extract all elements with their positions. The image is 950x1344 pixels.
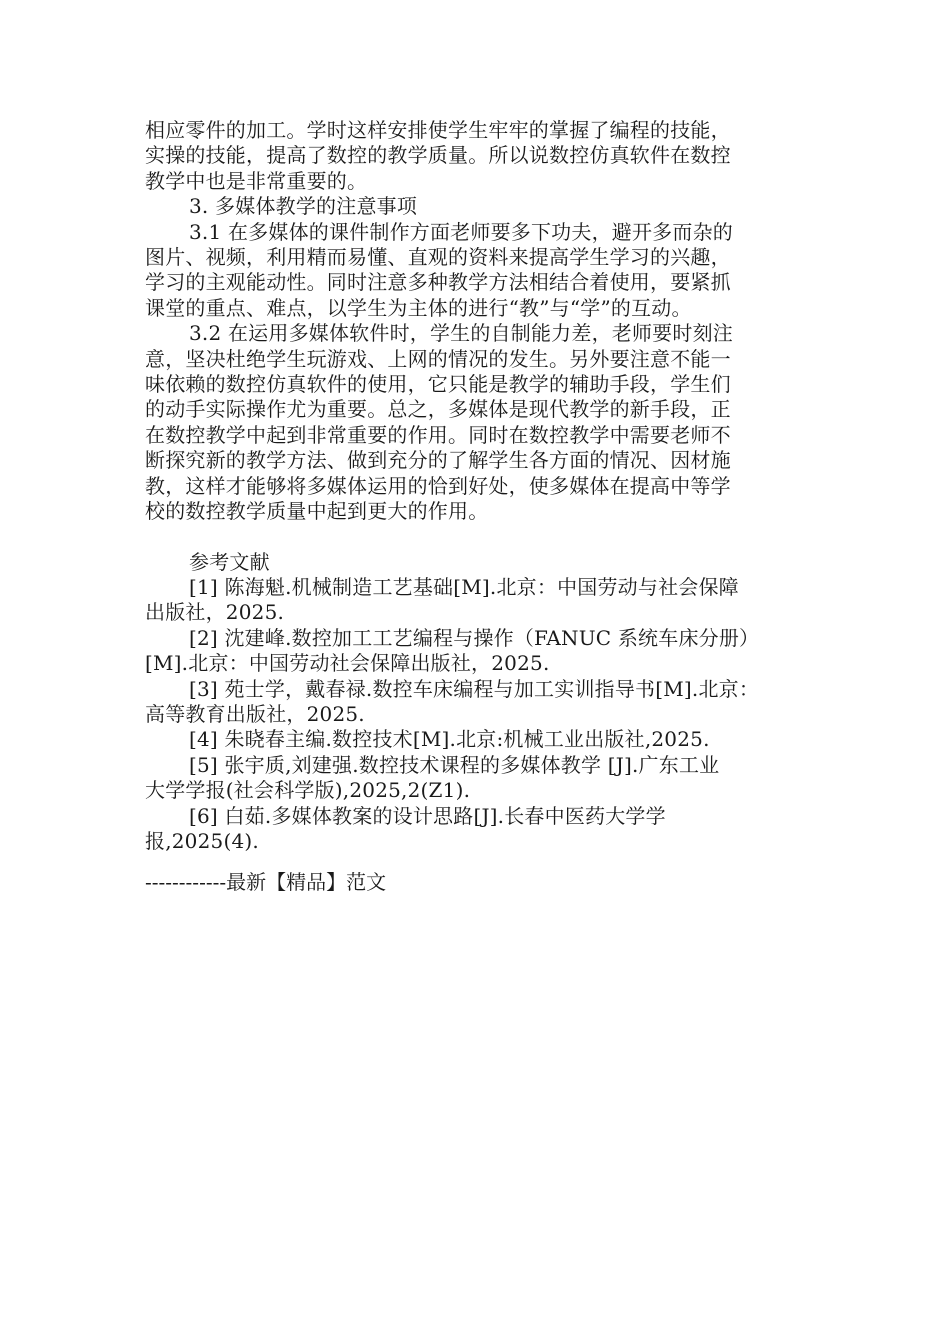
text-line: 教学中也是非常重要的。 (145, 168, 368, 193)
text-line: 3.1 在多媒体的课件制作方面老师要多下功夫，避开多而杂的 (189, 219, 733, 244)
reference-line: 大学学报(社会科学版),2025,2(Z1). (145, 778, 471, 803)
footer-text: ------------最新【精品】范文 (145, 870, 387, 894)
text-line: 校的数控教学质量中起到更大的作用。 (145, 499, 489, 524)
paragraph-gap (145, 525, 810, 550)
text-line: 课堂的重点、难点，以学生为主体的进行“教”与“学”的互动。 (145, 295, 692, 320)
text-line: 意，坚决杜绝学生玩游戏、上网的情况的发生。另外要注意不能一 (145, 346, 731, 371)
text-line: 学习的主观能动性。同时注意多种教学方法相结合着使用，要紧抓 (145, 270, 731, 295)
text-line: 3.2 在运用多媒体软件时，学生的自制能力差，老师要时刻注 (189, 321, 733, 346)
reference-item (145, 575, 810, 626)
text-line: 断探究新的教学方法、做到充分的了解学生各方面的情况、因材施 (145, 448, 731, 473)
reference-line: 出版社，2025. (145, 600, 285, 625)
section-paragraph-3-2 (145, 321, 810, 524)
reference-line: [4] 朱晓春主编.数控技术[M].北京:机械工业出版社,2025. (189, 727, 710, 752)
reference-line: [5] 张宇质,刘建强.数控技术课程的多媒体教学 [J].广东工业 (189, 752, 720, 777)
reference-item (145, 727, 810, 752)
section-paragraph-3-1 (145, 220, 810, 322)
text-line: 相应零件的加工。学时这样安排使学生牢牢的掌握了编程的技能， (145, 118, 731, 142)
reference-list (145, 575, 810, 854)
text-line: 味依赖的数控仿真软件的使用，它只能是教学的辅助手段，学生们 (145, 372, 731, 397)
reference-item (145, 677, 810, 728)
reference-line: [2] 沈建峰.数控加工工艺编程与操作（FANUC 系统车床分册） (189, 625, 760, 650)
text-line: 教，这样才能够将多媒体运用的恰到好处，使多媒体在提高中等学 (145, 473, 731, 498)
text-line: 图片、视频，利用精而易懂、直观的资料来提高学生学习的兴趣， (145, 245, 731, 270)
reference-item (145, 804, 810, 855)
references-heading: 参考文献 (189, 549, 270, 574)
reference-line: [M].北京：中国劳动社会保障出版社，2025. (145, 651, 550, 676)
reference-item (145, 753, 810, 804)
section-heading: 3. 多媒体教学的注意事项 (189, 194, 418, 219)
reference-line: 高等教育出版社，2025. (145, 701, 365, 726)
reference-line: [6] 白茹.多媒体教案的设计思路[J].长春中医药大学学 (189, 803, 666, 828)
reference-line: [1] 陈海魁.机械制造工艺基础[M].北京：中国劳动与社会保障 (189, 574, 739, 599)
document-page (145, 118, 810, 854)
reference-line: [3] 苑士学，戴春禄.数控车床编程与加工实训指导书[M].北京： (189, 676, 760, 701)
text-line: 实操的技能，提高了数控的教学质量。所以说数控仿真软件在数控 (145, 143, 731, 168)
reference-item (145, 626, 810, 677)
text-line: 在数控教学中起到非常重要的作用。同时在数控教学中需要老师不 (145, 422, 731, 447)
body-paragraph-continued (145, 118, 810, 194)
text-line: 的动手实际操作尤为重要。总之，多媒体是现代教学的新手段，正 (145, 397, 731, 422)
reference-line: 报,2025(4). (145, 828, 259, 853)
